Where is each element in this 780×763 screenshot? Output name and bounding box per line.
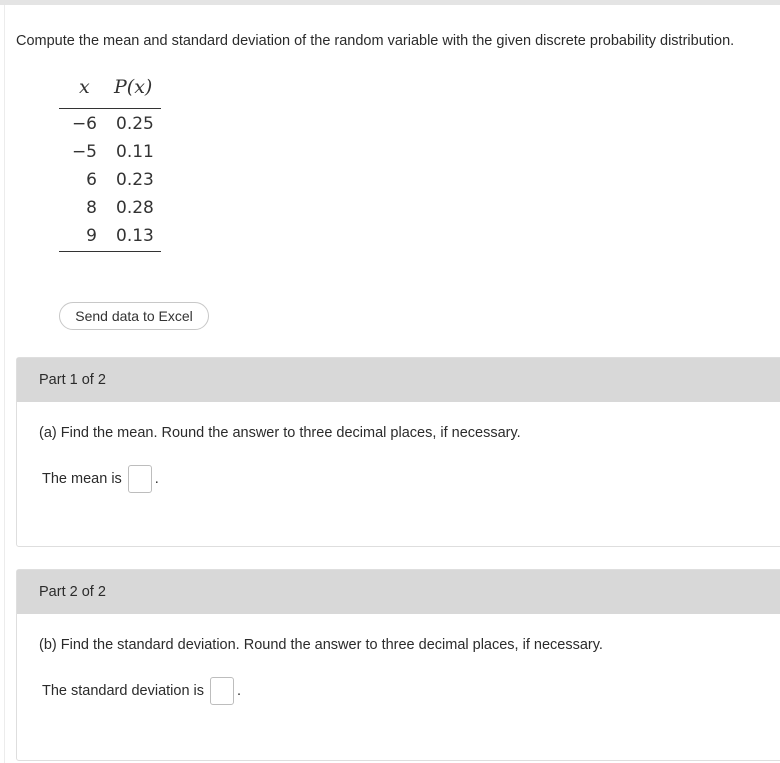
part-1-header [17, 358, 780, 402]
table-row [59, 167, 161, 195]
part-2-title: Part 2 of 2 [39, 584, 106, 600]
question-text: Compute the mean and standard deviation of the random variable with the given discrete probability distribution. [16, 33, 735, 49]
x-value: 9 [86, 226, 97, 246]
mean-period: . [154, 471, 159, 487]
p-value: 0.11 [116, 142, 154, 162]
table-row [59, 139, 161, 167]
mean-label: The mean is [42, 471, 122, 487]
table-row [59, 223, 161, 251]
x-value: −6 [71, 114, 97, 134]
part-2-panel [16, 569, 780, 761]
mean-answer-line [42, 465, 159, 493]
part-2-question: (b) Find the standard deviation. Round the answer to three decimal places, if necessary. [39, 637, 603, 653]
std-dev-period: . [237, 683, 242, 699]
send-to-excel-button[interactable]: Send data to Excel [59, 302, 209, 330]
x-value: 6 [86, 170, 97, 190]
top-bar [0, 0, 780, 5]
x-value: −5 [71, 142, 97, 162]
part-2-header [17, 570, 780, 614]
p-value: 0.25 [116, 114, 154, 134]
p-value: 0.13 [116, 226, 154, 246]
header-px: P(x) [114, 76, 153, 98]
frame-border [4, 5, 5, 763]
table-header [59, 72, 161, 109]
p-value: 0.23 [116, 170, 154, 190]
std-dev-input[interactable] [210, 677, 234, 705]
part-1-question: (a) Find the mean. Round the answer to three decimal places, if necessary. [39, 425, 521, 441]
distribution-table [59, 72, 161, 252]
table-row [59, 195, 161, 223]
table-body [59, 109, 161, 252]
std-dev-answer-line [42, 677, 241, 705]
part-1-panel [16, 357, 780, 547]
p-value: 0.28 [116, 198, 154, 218]
part-1-title: Part 1 of 2 [39, 372, 106, 388]
std-dev-label: The standard deviation is [42, 683, 205, 699]
x-value: 8 [86, 198, 97, 218]
header-x: x [79, 76, 90, 98]
mean-input[interactable] [128, 465, 152, 493]
table-row [59, 111, 161, 139]
